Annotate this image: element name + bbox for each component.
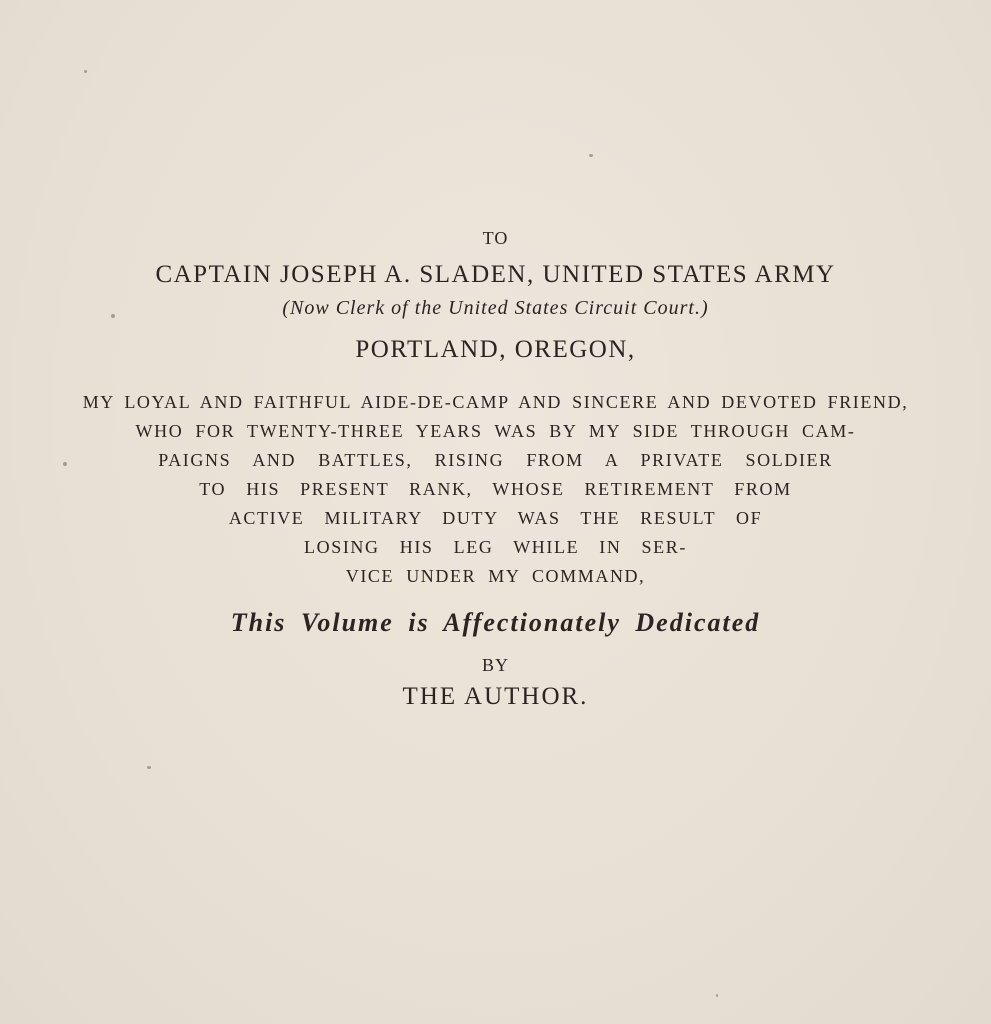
- body-line-4: TO HIS PRESENT RANK, WHOSE RETIREMENT FROM: [199, 479, 792, 499]
- paper-speck: [63, 462, 67, 466]
- body-line-6: LOSING HIS LEG WHILE IN SER-: [304, 537, 687, 557]
- body-line-7: VICE UNDER MY COMMAND,: [345, 566, 646, 586]
- body-line-2: WHO FOR TWENTY-THREE YEARS WAS BY MY SIDE THROUGH CAM-: [135, 421, 856, 441]
- paper-speck: [84, 70, 87, 73]
- location-line: PORTLAND, OREGON,: [355, 336, 636, 363]
- body-line-3: PAIGNS AND BATTLES, RISING FROM A PRIVATE SOLDIER: [158, 450, 833, 470]
- by-line: BY: [481, 655, 509, 675]
- paper-speck: [111, 314, 115, 318]
- paper-speck: [716, 994, 718, 997]
- paper-speck: [589, 154, 593, 157]
- dedication-line: This Volume is Affectionately Dedicated: [230, 608, 761, 637]
- paper-speck: [147, 766, 151, 769]
- body-line-5: ACTIVE MILITARY DUTY WAS THE RESULT OF: [228, 508, 763, 528]
- recipient-name: CAPTAIN JOSEPH A. SLADEN, UNITED STATES ARMY: [155, 261, 836, 288]
- body-line-1: MY LOYAL AND FAITHFUL AIDE-DE-CAMP AND SINCERE AND DEVOTED FRIEND,: [82, 392, 909, 412]
- position-note: (Now Clerk of the United States Circuit Court.): [282, 297, 709, 319]
- to-heading: TO: [482, 228, 509, 248]
- author-line: THE AUTHOR.: [402, 683, 589, 710]
